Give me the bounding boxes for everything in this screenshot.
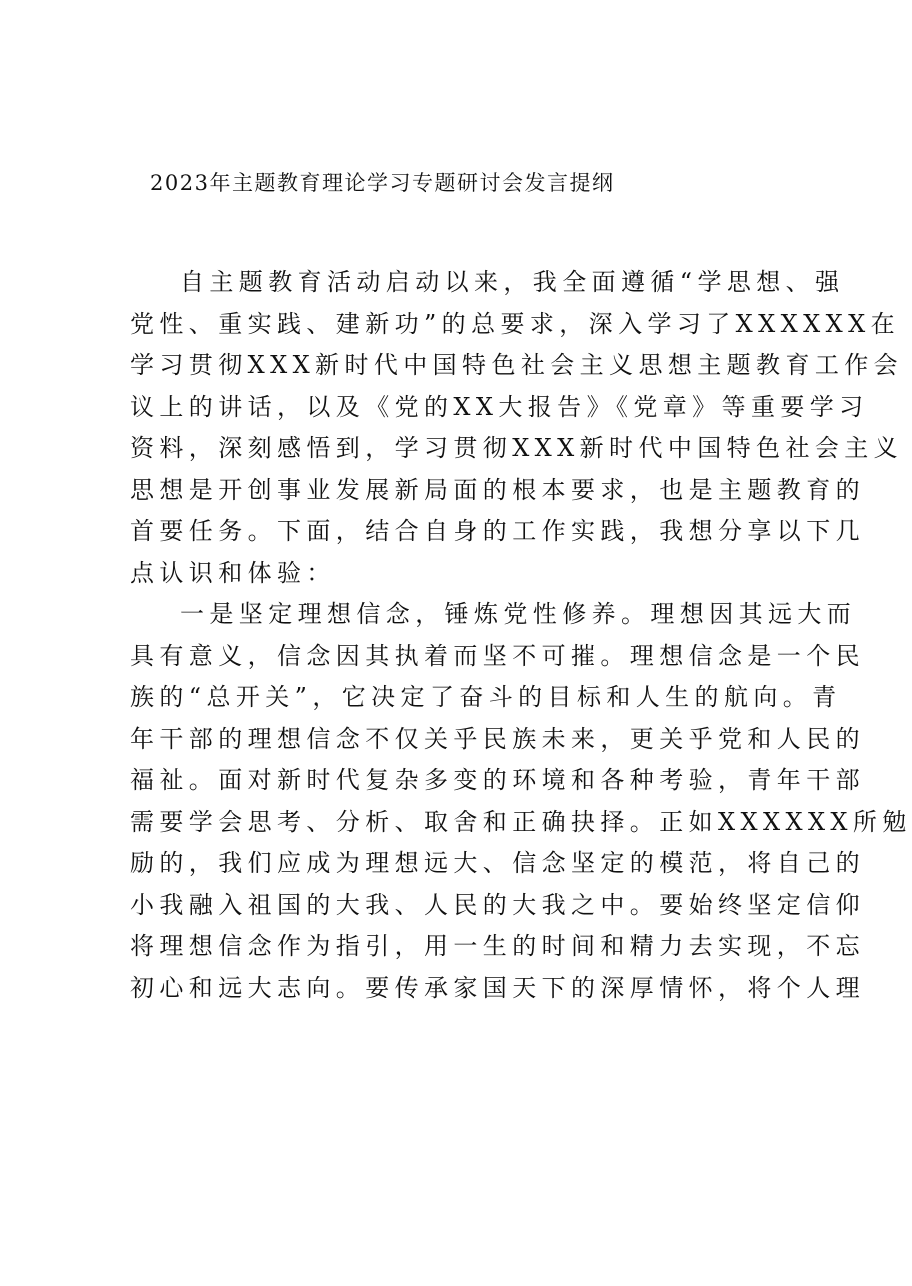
paragraph-line: 点认识和体验：	[130, 558, 336, 587]
paragraph-line: 初心和远大志向。要传承家国天下的深厚情怀，将个人理	[130, 973, 865, 1002]
paragraph-line: 小我融入祖国的大我、人民的大我之中。要始终坚定信仰	[130, 890, 865, 919]
paragraph-line: 将理想信念作为指引，用一生的时间和精力去实现，不忘	[130, 932, 865, 960]
paragraph-line: 学习贯彻XXX新时代中国特色社会主义思想主题教育工作会	[130, 351, 904, 379]
paragraph-line: 励的，我们应成为理想远大、信念坚定的模范，将自己的	[130, 849, 865, 877]
document-title: 2023年主题教育理论学习专题研讨会发言提纲	[150, 171, 615, 195]
document-body	[130, 262, 912, 1009]
paragraph-line: 具有意义，信念因其执着而坚不可摧。理想信念是一个民	[130, 641, 865, 670]
paragraph-line: 需要学会思考、分析、取舍和正确抉择。正如XXXXXX所勉	[130, 807, 912, 836]
paragraph-line: 福祉。面对新时代复杂多变的环境和各种考验，青年干部	[130, 766, 865, 794]
paragraph-line: 议上的讲话，以及《党的XX大报告》《党章》等重要学习	[130, 392, 869, 421]
paragraph-line: 首要任务。下面，结合自身的工作实践，我想分享以下几	[130, 517, 865, 545]
paragraph-line: 思想是开创事业发展新局面的根本要求，也是主题教育的	[130, 475, 865, 504]
paragraph-line: 党性、重实践、建新功”的总要求，深入学习了XXXXXX在	[130, 309, 900, 338]
paragraph-line: 一是坚定理想信念，锤炼党性修养。理想因其远大而	[180, 600, 857, 628]
paragraph-line: 资料，深刻感悟到，学习贯彻XXX新时代中国特色社会主义	[130, 434, 904, 462]
paragraph-line: 年干部的理想信念不仅关乎民族未来，更关乎党和人民的	[130, 724, 865, 753]
paragraph-line: 族的“总开关”，它决定了奋斗的目标和人生的航向。青	[130, 683, 842, 711]
paragraph-line: 自主题教育活动启动以来，我全面遵循“学思想、强	[180, 268, 845, 296]
